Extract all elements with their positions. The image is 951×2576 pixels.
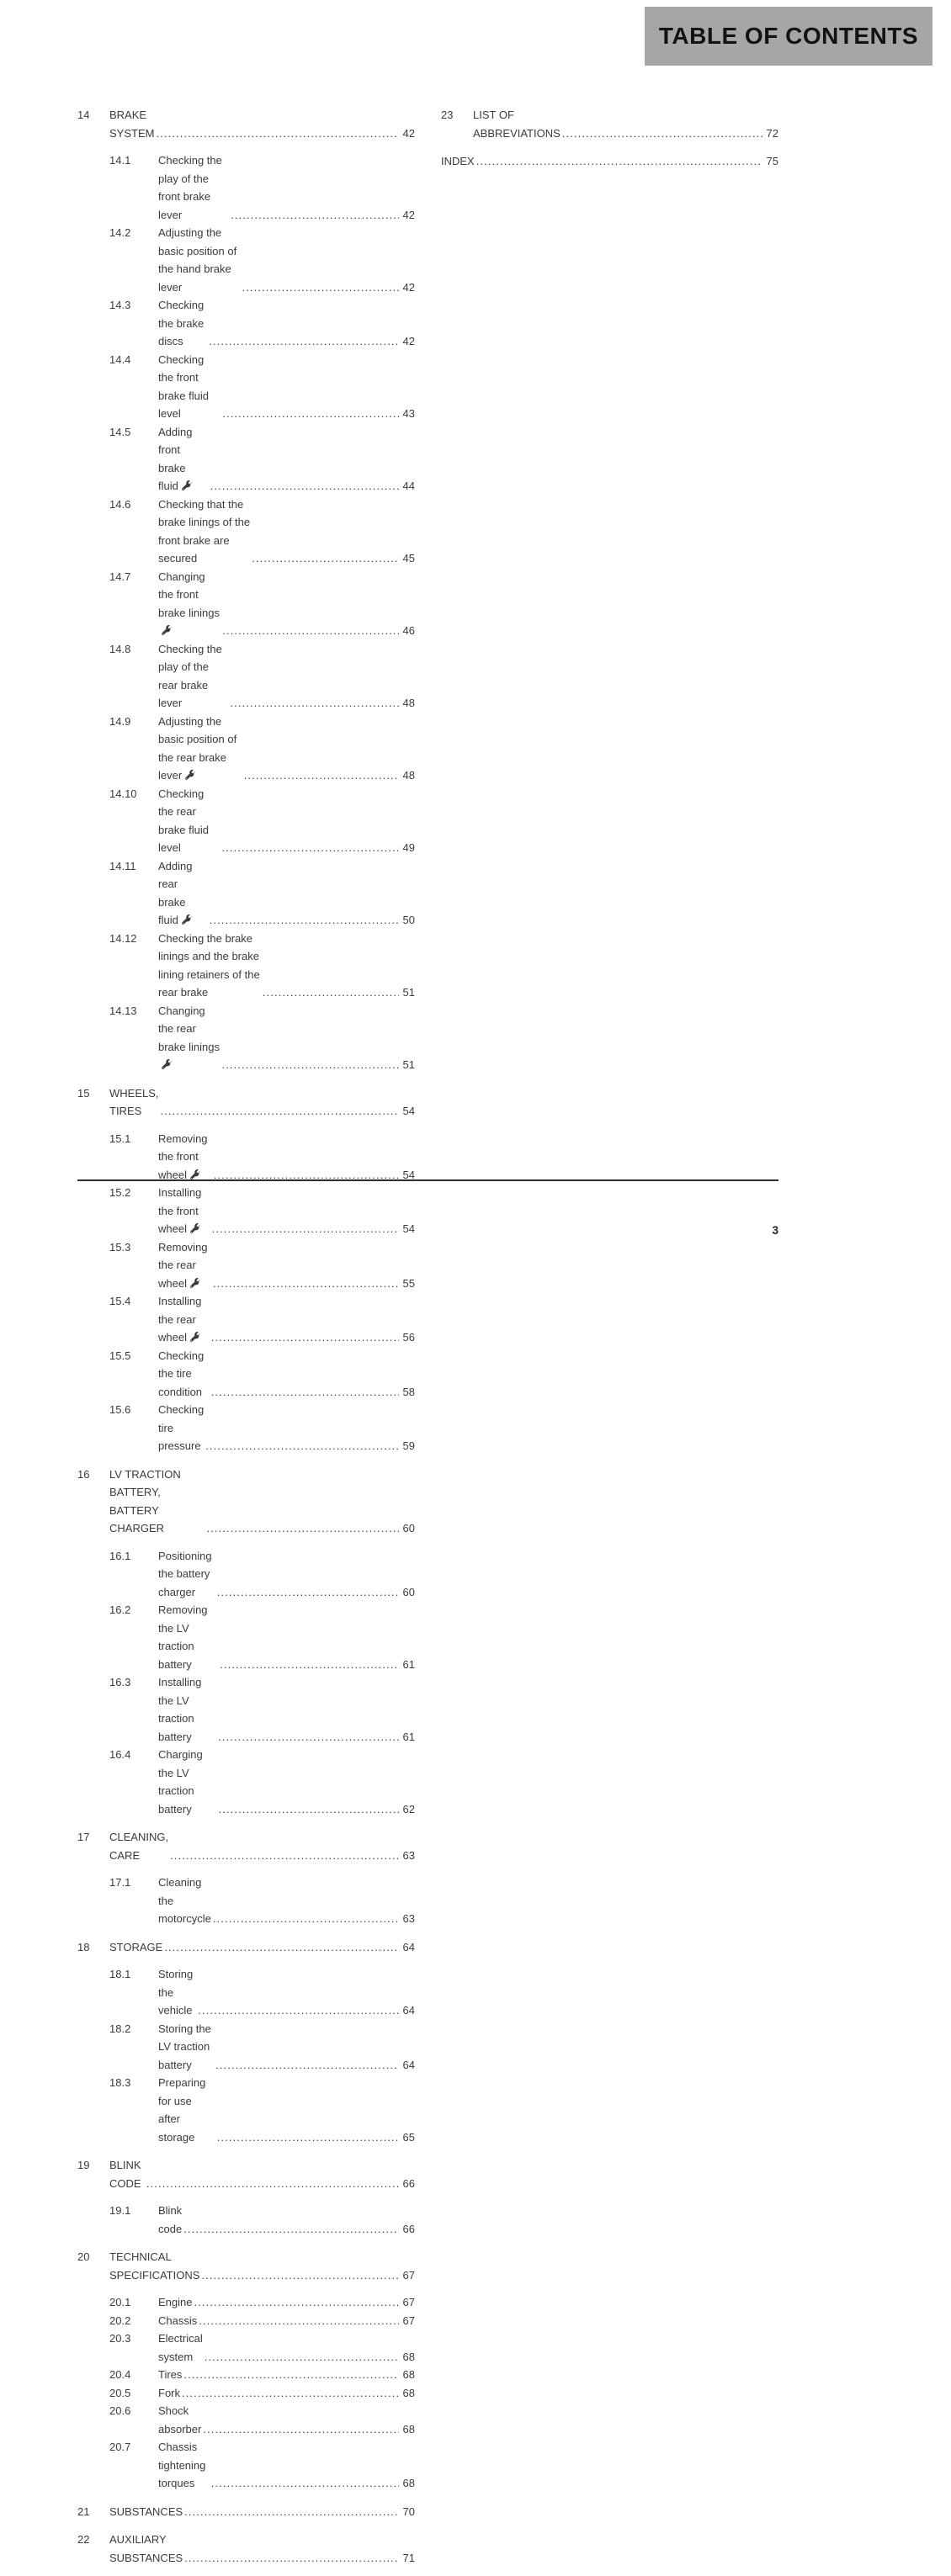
toc-right-column	[441, 106, 778, 180]
entry-page-number: 42	[402, 208, 415, 221]
toc-chapter-row	[77, 2503, 415, 2521]
entry-number: 20.7	[109, 2441, 131, 2453]
dot-leader	[240, 278, 398, 297]
dot-leader	[209, 477, 399, 496]
entry-body	[158, 351, 415, 423]
entry-title: LIST OF ABBREVIATIONS	[473, 109, 561, 140]
entry-number: 20.1	[109, 2296, 131, 2308]
entry-body	[158, 568, 415, 640]
entry-body	[158, 1401, 415, 1455]
entry-page-number: 49	[402, 841, 415, 854]
dot-leader	[210, 1383, 399, 1402]
entry-title: Storing the LV traction battery	[158, 2022, 211, 2071]
entry-title: CLEANING, CARE	[109, 1831, 169, 1862]
toc-section-row	[77, 1746, 415, 1818]
entry-number: 18.3	[109, 2076, 131, 2089]
entry-body	[109, 1466, 415, 1538]
entry-page-number: 61	[402, 1730, 415, 1743]
entry-title: Fork	[158, 2386, 180, 2399]
toc-section-row	[77, 2074, 415, 2146]
entry-page-number: 42	[402, 280, 415, 294]
dot-leader	[210, 1328, 399, 1347]
toc-section-row	[77, 2438, 415, 2493]
toc-section-row	[77, 785, 415, 857]
dot-leader	[214, 2056, 398, 2075]
entry-page-number: 67	[402, 2296, 415, 2308]
entry-page-number: 42	[402, 335, 415, 347]
dot-leader	[561, 125, 762, 143]
entry-number: 14	[77, 109, 90, 121]
entry-title: Checking the play of the rear brake lever	[158, 642, 222, 709]
entry-page-number: 68	[402, 2422, 415, 2436]
dot-leader	[183, 2549, 398, 2568]
entry-title: TECHNICAL SPECIFICATIONS	[109, 2250, 200, 2282]
toc-section-row	[77, 1601, 415, 1673]
wrench-icon	[162, 1059, 172, 1069]
toc-chapter-row	[77, 1466, 415, 1538]
entry-page-number: 48	[402, 769, 415, 782]
entry-page-number: 54	[402, 1168, 415, 1181]
dot-leader	[242, 766, 399, 785]
entry-number: 14.13	[109, 1004, 137, 1017]
entry-title: Electrical system	[158, 2332, 203, 2363]
toc-chapter-row	[441, 152, 778, 171]
entry-number: 14.7	[109, 570, 131, 583]
entry-body	[109, 1084, 415, 1121]
entry-title: Chassis tightening torques	[158, 2441, 206, 2489]
toc-left-column	[77, 106, 415, 2576]
entry-title: INDEX	[441, 155, 475, 167]
entry-page-number: 51	[402, 1058, 415, 1071]
entry-page-number: 68	[402, 2368, 415, 2381]
dot-leader	[208, 911, 399, 930]
toc-section-row	[77, 1292, 415, 1347]
entry-page-number: 42	[402, 126, 415, 140]
entry-number: 17	[77, 1831, 90, 1843]
entry-number: 17.1	[109, 1876, 131, 1889]
dot-leader	[211, 1910, 399, 1928]
entry-number: 14.9	[109, 714, 131, 728]
entry-body	[158, 2074, 415, 2146]
entry-title: Checking the rear brake fluid level	[158, 787, 209, 854]
dot-leader	[207, 332, 398, 351]
entry-page-number: 51	[402, 986, 415, 999]
entry-number: 20.4	[109, 2368, 131, 2381]
dot-leader	[475, 152, 762, 171]
toc-chapter-row	[441, 106, 778, 142]
entry-page-number: 58	[402, 1385, 415, 1398]
dot-leader	[145, 2175, 399, 2193]
entry-title: BLINK CODE	[109, 2159, 141, 2190]
entry-page-number: 71	[402, 2551, 415, 2564]
toc-section-row	[77, 151, 415, 224]
entry-page-number: 60	[402, 1585, 415, 1598]
entry-number: 20.5	[109, 2386, 131, 2399]
entry-title: Positioning the battery charger	[158, 1549, 212, 1598]
dot-leader	[205, 1519, 398, 1538]
entry-page-number: 64	[402, 1940, 415, 1953]
entry-title: Checking the brake discs	[158, 299, 205, 347]
entry-number: 16.1	[109, 1549, 131, 1562]
entry-body	[158, 640, 415, 713]
entry-number: 14.1	[109, 154, 131, 167]
entry-page-number: 68	[402, 2477, 415, 2489]
toc-section-row	[77, 857, 415, 930]
dot-leader	[220, 405, 398, 423]
entry-page-number: 67	[402, 2314, 415, 2327]
entry-page-number: 66	[402, 2176, 415, 2190]
toc-section-row	[77, 1130, 415, 1185]
entry-number: 14.3	[109, 299, 131, 311]
dot-leader	[218, 1656, 398, 1674]
wrench-icon	[162, 625, 172, 635]
entry-title: Engine	[158, 2296, 193, 2308]
entry-body	[158, 930, 415, 1002]
entry-page-number: 75	[766, 155, 778, 167]
toc-section-row	[77, 2366, 415, 2384]
entry-title: Adding rear brake fluid	[158, 859, 193, 926]
wrench-icon	[190, 1332, 200, 1342]
entry-body	[158, 423, 415, 496]
entry-body	[109, 2503, 415, 2521]
entry-body	[158, 1673, 415, 1746]
entry-number: 14.11	[109, 859, 136, 872]
toc-section-row	[77, 1347, 415, 1402]
entry-body	[158, 1347, 415, 1402]
page-number: 3	[772, 1224, 778, 1237]
dot-leader	[216, 1728, 398, 1746]
dot-leader	[217, 1800, 399, 1819]
entry-number: 20	[77, 2250, 90, 2263]
entry-title: WHEELS, TIRES	[109, 1086, 159, 1117]
entry-body	[158, 2020, 415, 2075]
entry-page-number: 45	[402, 552, 415, 564]
toc-section-row	[77, 296, 415, 351]
entry-title: SUBSTANCES	[109, 2504, 183, 2518]
entry-page-number: 65	[402, 2130, 415, 2144]
entry-number: 16.4	[109, 1748, 131, 1761]
entry-page-number: 72	[766, 126, 778, 140]
entry-number: 14.4	[109, 352, 131, 366]
entry-number: 16.3	[109, 1676, 131, 1688]
wrench-icon	[185, 770, 195, 780]
entry-body	[158, 713, 415, 785]
entry-page-number: 43	[402, 407, 415, 420]
entry-body	[158, 2384, 415, 2403]
entry-body	[158, 296, 415, 351]
entry-page-number: 67	[402, 2268, 415, 2282]
entry-body	[158, 2366, 415, 2384]
entry-body	[158, 2330, 415, 2366]
entry-number: 19.1	[109, 2204, 131, 2217]
entry-number: 14.2	[109, 226, 131, 239]
entry-number: 18.2	[109, 2022, 131, 2035]
toc-chapter-row	[77, 2248, 415, 2284]
entry-body	[158, 1601, 415, 1673]
entry-title: Removing the LV traction battery	[158, 1603, 208, 1671]
entry-body	[158, 1002, 415, 1074]
entry-title: Checking that the brake linings of the front brake are secured	[158, 497, 251, 564]
toc-chapter-row	[77, 1828, 415, 1864]
toc-section-row	[77, 930, 415, 1002]
wrench-icon	[190, 1169, 200, 1179]
dot-leader	[210, 2474, 399, 2493]
entry-page-number: 63	[402, 1848, 415, 1862]
entry-body	[473, 106, 778, 142]
entry-title: Checking the front brake fluid level	[158, 352, 209, 420]
toc-section-row	[77, 2402, 415, 2438]
entry-number: 15.6	[109, 1403, 131, 1416]
entry-page-number: 64	[402, 2004, 415, 2017]
toc-section-row	[77, 1238, 415, 1293]
entry-title: Checking tire pressure	[158, 1403, 205, 1452]
entry-title: Installing the rear wheel	[158, 1295, 202, 1344]
entry-title: Removing the front wheel	[158, 1132, 208, 1181]
entry-number: 15.2	[109, 1186, 131, 1199]
entry-body	[158, 151, 415, 224]
entry-number: 16	[77, 1467, 90, 1481]
toc-section-row	[77, 2202, 415, 2238]
entry-number: 21	[77, 2504, 90, 2518]
toc-chapter-row	[77, 1938, 415, 1957]
toc-chapter-row	[77, 2531, 415, 2567]
dot-leader	[220, 839, 398, 857]
toc-section-row	[77, 351, 415, 423]
entry-number: 18	[77, 1940, 90, 1953]
entry-body	[109, 2156, 415, 2192]
dot-leader	[183, 2503, 398, 2521]
entry-body	[109, 106, 415, 142]
dot-leader	[261, 983, 399, 1002]
entry-number: 19	[77, 2159, 90, 2171]
dot-leader	[182, 2366, 398, 2384]
dot-leader	[162, 1938, 398, 1957]
toc-section-row	[77, 640, 415, 713]
entry-title: Preparing for use after storage	[158, 2076, 206, 2144]
toc-chapter-row	[77, 106, 415, 142]
entry-body	[158, 2202, 415, 2238]
entry-title: Changing the front brake linings	[158, 568, 220, 640]
dot-leader	[159, 1102, 399, 1121]
entry-body	[158, 1238, 415, 1293]
entry-number: 18.1	[109, 1968, 131, 1980]
entry-page-number: 68	[402, 2386, 415, 2399]
entry-number: 23	[441, 109, 454, 121]
toc-section-row	[77, 1673, 415, 1746]
entry-page-number: 54	[402, 1105, 415, 1117]
dot-leader	[192, 2293, 398, 2312]
wrench-icon	[190, 1278, 200, 1288]
entry-body	[158, 785, 415, 857]
dot-leader	[229, 206, 398, 225]
entry-title: Adjusting the basic position of the hand brake lever	[158, 226, 237, 294]
entry-page-number: 46	[402, 624, 415, 637]
entry-page-number: 48	[402, 697, 415, 709]
page-title: TABLE OF CONTENTS	[658, 23, 919, 49]
entry-title: Chassis	[158, 2314, 198, 2327]
dot-leader	[182, 2220, 398, 2239]
entry-body	[109, 1938, 415, 1957]
entry-title: Checking the play of the front brake lever	[158, 154, 222, 221]
entry-page-number: 55	[402, 1276, 415, 1290]
dot-leader	[199, 2266, 398, 2285]
wrench-icon	[182, 480, 192, 490]
entry-number: 14.8	[109, 642, 131, 655]
toc-section-row	[77, 2293, 415, 2312]
entry-body	[158, 224, 415, 296]
entry-title: Storing the vehicle	[158, 1968, 194, 2017]
entry-page-number: 62	[402, 1802, 415, 1815]
toc-section-row	[77, 1965, 415, 2020]
entry-title: Removing the rear wheel	[158, 1240, 208, 1290]
toc-section-row	[77, 2384, 415, 2403]
entry-title: LV TRACTION BATTERY, BATTERY CHARGER	[109, 1467, 181, 1534]
entry-body	[158, 2293, 415, 2312]
dot-leader	[154, 125, 398, 143]
entry-page-number: 63	[402, 1912, 415, 1925]
entry-number: 22	[77, 2533, 90, 2546]
entry-page-number: 56	[402, 1331, 415, 1344]
entry-title: Checking the brake linings and the brake lining retainers of the rear brake	[158, 931, 260, 999]
toc-chapter-row	[77, 2156, 415, 2192]
toc-section-row	[77, 423, 415, 496]
entry-title: Installing the LV traction battery	[158, 1676, 202, 1743]
dot-leader	[220, 622, 398, 640]
entry-title: BRAKE SYSTEM	[109, 109, 155, 140]
dot-leader	[211, 1275, 399, 1293]
dot-leader	[220, 1056, 399, 1074]
entry-number: 20.6	[109, 2404, 131, 2417]
entry-page-number: 64	[402, 2058, 415, 2071]
entry-title: Adjusting the basic position of the rear brake lever	[158, 714, 237, 782]
entry-page-number: 66	[402, 2222, 415, 2235]
dot-leader	[228, 694, 398, 713]
toc-section-row	[77, 496, 415, 568]
entry-title: Installing the front wheel	[158, 1186, 202, 1235]
entry-number: 20.2	[109, 2314, 131, 2327]
toc-section-row	[77, 1401, 415, 1455]
entry-number: 15.5	[109, 1349, 131, 1362]
entry-number: 15.4	[109, 1295, 131, 1307]
entry-body	[109, 1828, 415, 1864]
entry-page-number: 54	[402, 1222, 415, 1235]
entry-body	[158, 2402, 415, 2438]
toc-chapter-row	[77, 1084, 415, 1121]
toc-section-row	[77, 2312, 415, 2330]
dot-leader	[203, 2348, 399, 2367]
toc-section-row	[77, 224, 415, 296]
toc-section-row	[77, 1547, 415, 1602]
entry-number: 14.5	[109, 425, 131, 438]
entry-body	[158, 857, 415, 930]
entry-body	[158, 496, 415, 568]
entry-body	[109, 2531, 415, 2567]
toc-section-row	[77, 568, 415, 640]
dot-leader	[197, 2312, 398, 2330]
entry-page-number: 70	[402, 2504, 415, 2518]
entry-title: Checking the tire condition	[158, 1349, 205, 1398]
dot-leader	[215, 1583, 399, 1602]
entry-page-number: 61	[402, 1657, 415, 1671]
dot-leader	[168, 1847, 398, 1865]
dot-leader	[196, 2001, 398, 2020]
entry-page-number: 44	[402, 480, 415, 492]
entry-body	[109, 2248, 415, 2284]
entry-body	[158, 1130, 415, 1185]
entry-number: 15	[77, 1086, 90, 1100]
toc-section-row	[77, 2330, 415, 2366]
entry-number: 14.6	[109, 497, 131, 511]
entry-number: 15.3	[109, 1240, 131, 1254]
entry-number: 20.3	[109, 2332, 131, 2345]
toc-section-row	[77, 1874, 415, 1928]
entry-number: 14.10	[109, 787, 137, 800]
entry-number: 15.1	[109, 1132, 131, 1145]
dot-leader	[250, 549, 398, 568]
entry-title: Tires	[158, 2368, 183, 2381]
entry-page-number: 68	[402, 2350, 415, 2363]
entry-title: Changing the rear brake linings	[158, 1002, 220, 1074]
entry-number: 14.12	[109, 931, 137, 945]
entry-page-number: 60	[402, 1522, 415, 1534]
toc-section-row	[77, 2020, 415, 2075]
dot-leader	[180, 2384, 399, 2403]
table-of-contents-header	[645, 7, 932, 66]
entry-body	[158, 1547, 415, 1602]
entry-body	[158, 2312, 415, 2330]
dot-leader	[204, 1437, 398, 1455]
entry-title: STORAGE	[109, 1940, 163, 1953]
entry-title: Cleaning the motorcycle	[158, 1876, 211, 1925]
footer-divider	[77, 1179, 778, 1181]
entry-title: Shock absorber	[158, 2404, 202, 2436]
dot-leader	[215, 2128, 399, 2147]
dot-leader	[201, 2420, 398, 2439]
entry-title: AUXILIARY SUBSTANCES	[109, 2533, 183, 2564]
entry-body	[158, 1292, 415, 1347]
entry-title: Adding front brake fluid	[158, 425, 193, 492]
entry-body	[158, 1874, 415, 1928]
entry-body	[158, 2438, 415, 2493]
toc-section-row	[77, 1002, 415, 1074]
entry-title: Blink code	[158, 2204, 183, 2235]
entry-page-number: 50	[402, 914, 415, 926]
entry-title: Charging the LV traction battery	[158, 1748, 203, 1815]
entry-body	[441, 152, 778, 171]
entry-number: 16.2	[109, 1603, 131, 1616]
entry-page-number: 59	[402, 1439, 415, 1452]
toc-section-row	[77, 713, 415, 785]
entry-body	[158, 1965, 415, 2020]
entry-body	[158, 1746, 415, 1818]
wrench-icon	[182, 914, 192, 925]
